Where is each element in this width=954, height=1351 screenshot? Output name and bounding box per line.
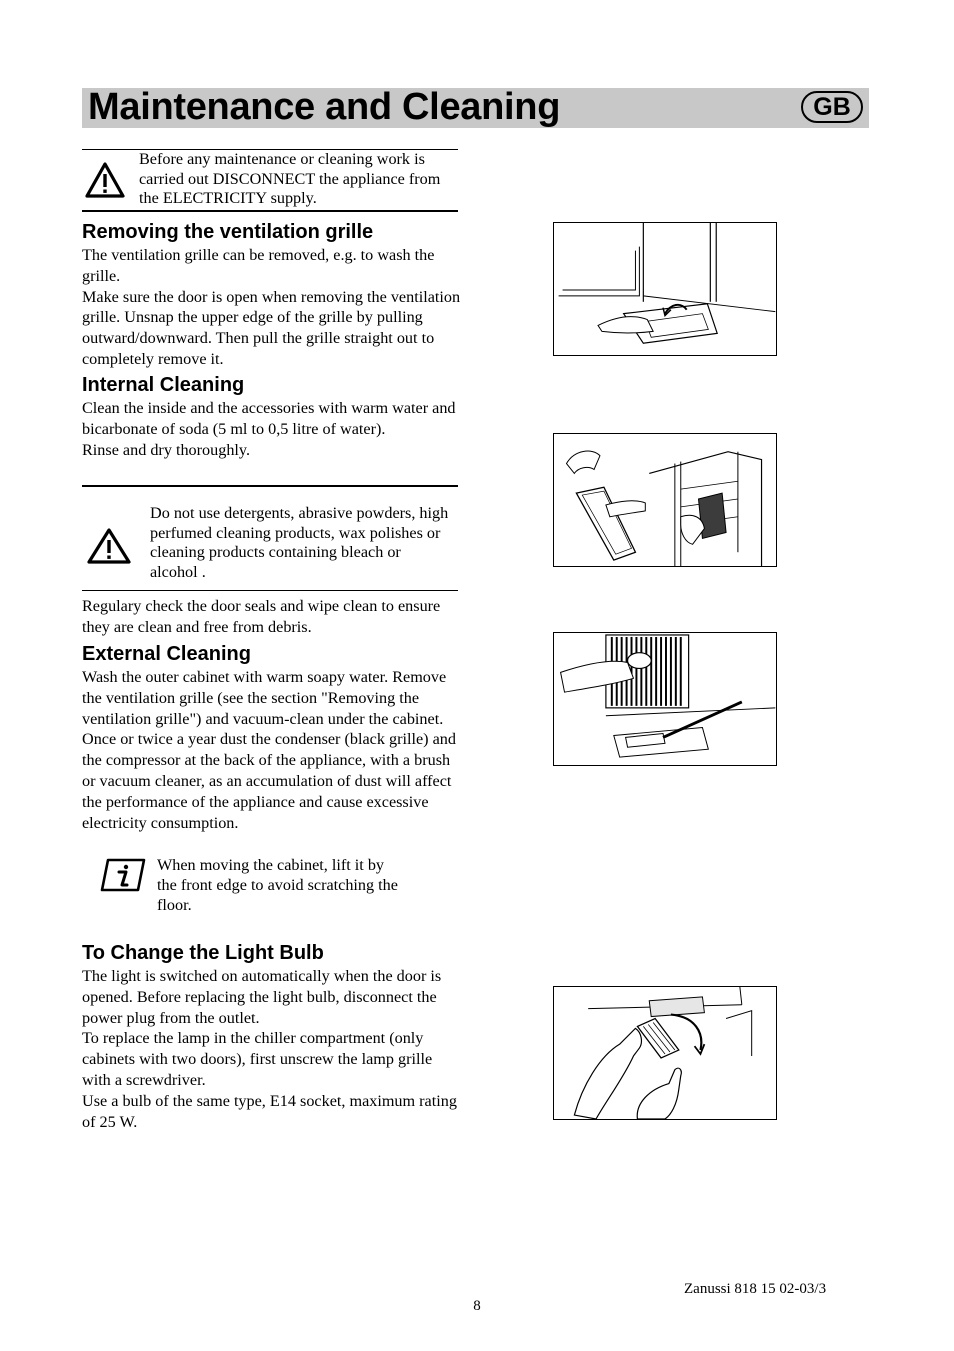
paragraph: Use a bulb of the same type, E14 socket, maximum rating of 25 W.	[82, 1091, 457, 1131]
divider	[82, 590, 458, 591]
warning-disconnect-text: Before any maintenance or cleaning work is carried out DISCONNECT the appliance from the ELECTRICITY supply.	[139, 150, 441, 208]
paragraph: The ventilation grille can be removed, e.g. to wash the grille.	[82, 246, 435, 285]
section-light-bulb	[82, 940, 462, 1132]
title-bar	[82, 88, 869, 128]
document-reference: Zanussi 818 15 02-03/3	[684, 1281, 827, 1297]
illustration-internal-cleaning	[553, 433, 777, 567]
paragraph: Rinse and dry thoroughly.	[82, 440, 250, 459]
section-heading: To Change the Light Bulb	[82, 942, 324, 964]
paragraph: Wash the outer cabinet with warm soapy water. Remove the ventilation grille (see the section "Removing the ventilation grille") and vacuum-clean under the cabinet. Once or twice a year dust the condenser (black grille) and the compressor at the back of the appliance, with a brush or vacuum cleaner, as an accumulation of dust will affect the performance of the appliance and cause excessive electricity consumption.	[82, 668, 456, 832]
info-icon	[100, 858, 146, 897]
paragraph: Clean the inside and the accessories with warm water and bicarbonate of soda (5 ml to 0,5 litre of water).	[82, 399, 456, 438]
warning-triangle-icon	[86, 527, 132, 570]
divider	[82, 485, 458, 487]
page-title: Maintenance and Cleaning	[88, 86, 561, 128]
illustration-external-cleaning	[553, 632, 777, 766]
section-internal-cleaning	[82, 372, 462, 460]
paragraph: Regulary check the door seals and wipe clean to ensure they are clean and free from debris.	[82, 597, 441, 636]
paragraph: Make sure the door is open when removing the ventilation grille. Unsnap the upper edge of the grille by pulling outward/downward. Then pull the grille straight out to completely remove it.	[82, 287, 461, 368]
info-note-text: When moving the cabinet, lift it by the front edge to avoid scratching the floor.	[157, 856, 398, 914]
door-seals-note	[82, 596, 462, 638]
divider	[82, 210, 458, 212]
warning-triangle-icon	[84, 161, 126, 204]
section-external-cleaning	[82, 641, 462, 833]
paragraph: The light is switched on automatically when the door is opened. Before replacing the light bulb, disconnect the power plug from the outlet.	[82, 967, 442, 1027]
paragraph: To replace the lamp in the chiller compartment (only cabinets with two doors), first unscrew the lamp grille with a screwdriver.	[82, 1029, 433, 1089]
section-heading: Removing the ventilation grille	[82, 221, 374, 243]
warning-detergents-text: Do not use detergents, abrasive powders, high perfumed cleaning products, wax polishes or cleaning products containing bleach or alcohol .	[150, 504, 449, 581]
section-ventilation	[82, 219, 462, 370]
section-heading: Internal Cleaning	[82, 374, 245, 396]
section-heading: External Cleaning	[82, 643, 251, 665]
illustration-light-bulb	[553, 986, 777, 1120]
illustration-ventilation-grille	[553, 222, 777, 356]
page-number: 8	[473, 1298, 481, 1314]
language-badge: GB	[801, 91, 863, 123]
